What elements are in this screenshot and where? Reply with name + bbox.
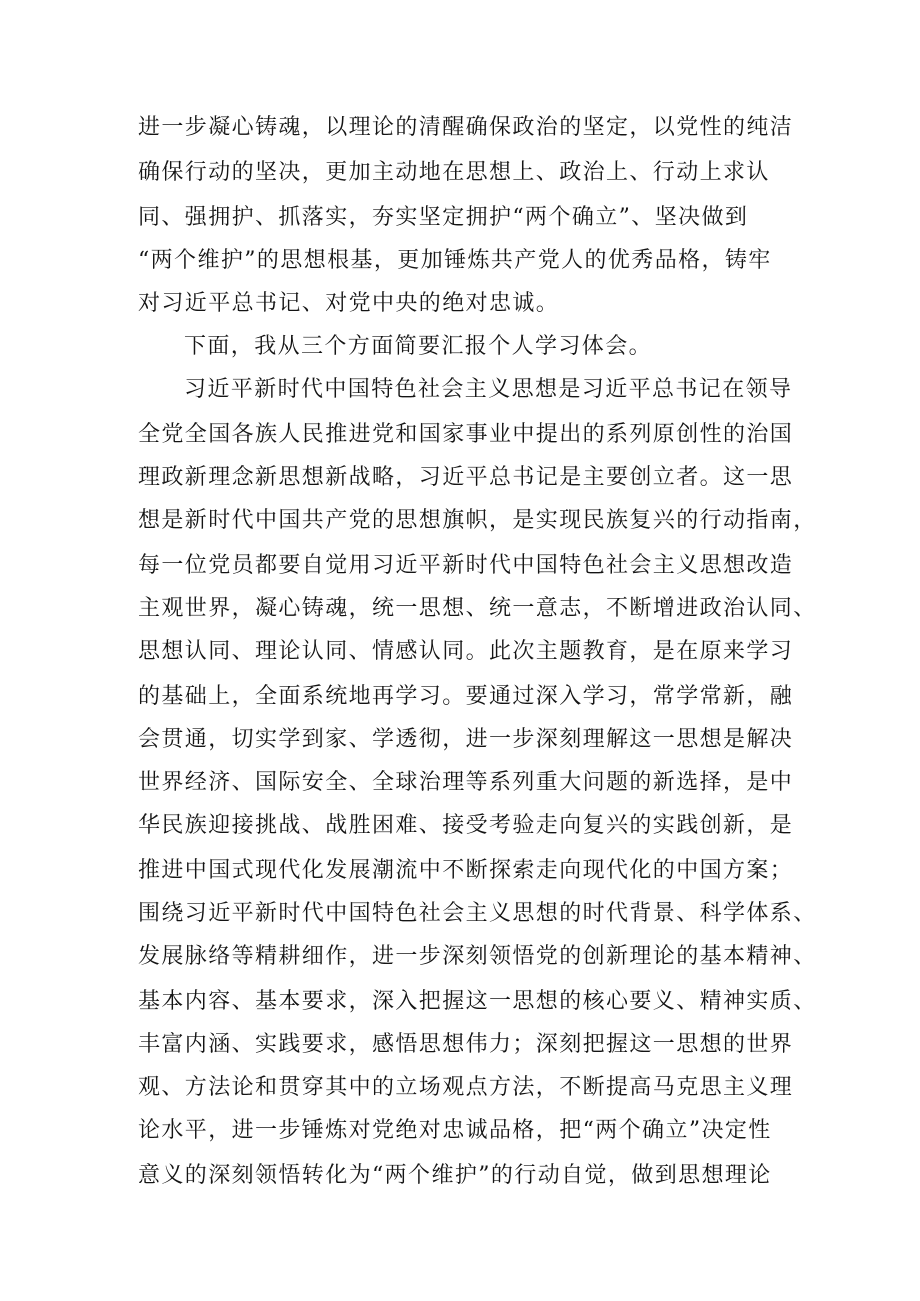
text-line: 理政新理念新思想新战略，习近平总书记是主要创立者。这一思 [138,465,794,490]
text-line: 每一位党员都要自觉用习近平新时代中国特色社会主义思想改造 [138,553,794,578]
text-line: 对习近平总书记、对党中央的绝对忠诚。 [138,291,560,316]
text-line: 主观世界，凝心铸魂，统一思想、统一意志，不断增进政治认同、 [138,596,817,621]
text-line: 想是新时代中国共产党的思想旗帜，是实现民族复兴的行动指南， [138,508,817,533]
text-line: 思想认同、理论认同、情感认同。此次主题教育，是在原来学习 [138,639,794,664]
text-line: 进一步凝心铸魂，以理论的清醒确保政治的坚定，以党性的纯洁 [138,115,794,140]
text-line: 全党全国各族人民推进党和国家事业中提出的系列原创性的治国 [138,422,794,447]
text-line: 同、强拥护、抓落实，夯实坚定拥护“两个确立”、坚决做到 [138,205,749,230]
text-line: 的基础上，全面系统地再学习。要通过深入学习，常学常新，融 [138,684,794,709]
text-line: “两个维护”的思想根基，更加锤炼共产党人的优秀品格，铸牢 [138,248,772,273]
text-line: 基本内容、基本要求，深入把握这一思想的核心要义、精神实质、 [138,989,817,1014]
text-line: 论水平，进一步锤炼对党绝对忠诚品格，把“两个确立”决定性 [138,1118,772,1143]
text-line: 丰富内涵、实践要求，感悟思想伟力；深刻把握这一思想的世界 [138,1032,794,1057]
paragraph-intro: 下面，我从三个方面简要汇报个人学习体会。 [184,334,653,359]
text-line: 华民族迎接挑战、战胜困难、接受考验走向复兴的实践创新，是 [138,813,794,838]
text-line: 观、方法论和贯穿其中的立场观点方法，不断提高马克思主义理 [138,1075,794,1100]
paragraph-first-line: 习近平新时代中国特色社会主义思想是习近平总书记在领导 [184,377,793,402]
text-line: 确保行动的坚决，更加主动地在思想上、政治上、行动上求认 [138,160,770,185]
text-line: 世界经济、国际安全、全球治理等系列重大问题的新选择，是中 [138,770,794,795]
text-line: 意义的深刻领悟转化为“两个维护”的行动自觉，做到思想理论 [138,1163,772,1188]
text-line: 会贯通，切实学到家、学透彻，进一步深刻理解这一思想是解决 [138,727,794,752]
text-line: 围绕习近平新时代中国特色社会主义思想的时代背景、科学体系、 [138,901,817,926]
text-line: 推进中国式现代化发展潮流中不断探索走向现代化的中国方案； [138,858,794,883]
text-line: 发展脉络等精耕细作，进一步深刻领悟党的创新理论的基本精神、 [138,944,817,969]
